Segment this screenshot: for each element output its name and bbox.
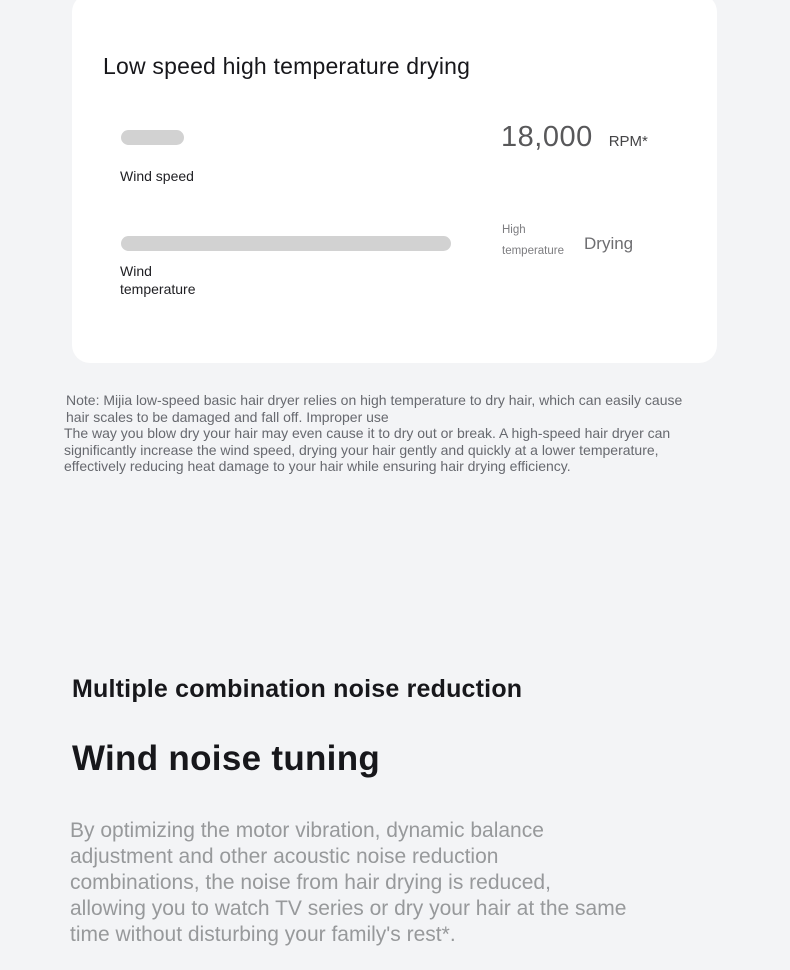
wind-temperature-qualifier: High temperature	[502, 224, 565, 257]
wind-speed-label: Wind speed	[120, 168, 194, 184]
wind-speed-value: 18,000	[501, 121, 593, 153]
wind-speed-bar	[121, 130, 184, 145]
note-text-2: The way you blow dry your hair may even cause it to dry out or break. A high-speed hair dryer can significantly increase the wind speed, drying your hair gently and quickly at a lower temperature, effectively reducing heat damage to your hair while ensuring hair drying efficiency.	[64, 425, 671, 474]
wind-temperature-value: Drying	[584, 234, 634, 253]
wind-speed-value-group	[501, 121, 648, 154]
note-text-1: Note: Mijia low-speed basic hair dryer relies on high temperature to dry hair, which can easily cause hair scales to be damaged and fall off. Improper use	[66, 392, 683, 425]
wind-temperature-bar	[121, 236, 451, 251]
noise-section-kicker: Multiple combination noise reduction	[72, 675, 523, 703]
note-block	[64, 392, 692, 475]
noise-section-title: Wind noise tuning	[72, 739, 381, 779]
spec-card	[72, 0, 717, 363]
wind-speed-unit: RPM*	[608, 133, 648, 150]
card-title: Low speed high temperature drying	[103, 53, 471, 80]
wind-temperature-label: Wind temperature	[120, 263, 196, 297]
noise-section-body: By optimizing the motor vibration, dynamic balance adjustment and other acoustic noise reduction combinations, the noise from hair drying is reduced, allowing you to watch TV series or dry your hair at the same time without disturbing your family's rest*.	[70, 819, 627, 946]
